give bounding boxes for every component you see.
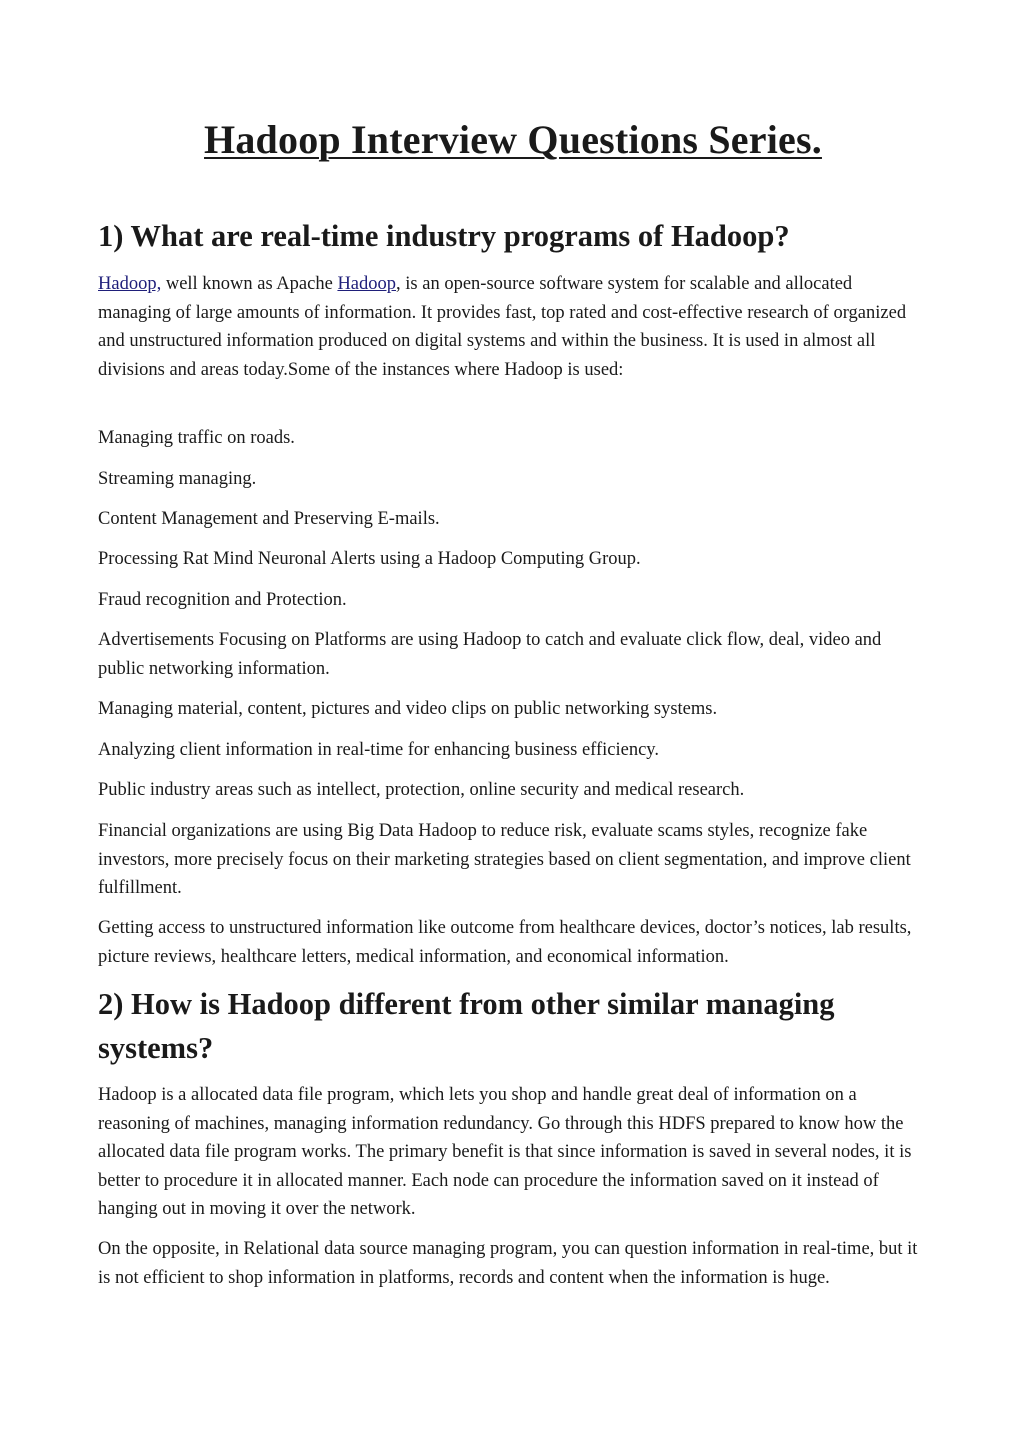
- question-1-heading: 1) What are real-time industry programs of Hadoop?: [98, 219, 790, 253]
- page-title: Hadoop Interview Questions Series.: [204, 117, 822, 162]
- list-item: Financial organizations are using Big Data Hadoop to reduce risk, evaluate scams styles, recognize fake investors, more precisely focus on their marketing strategies based on client segmentation, and improve client fulfillment.: [98, 821, 911, 898]
- list-item: Managing material, content, pictures and video clips on public networking systems.: [98, 699, 718, 719]
- intro-text-1: well known as Apache: [161, 274, 338, 294]
- list-item: Getting access to unstructured information like outcome from healthcare devices, doctor’s notices, lab results, picture reviews, healthcare letters, medical information, and economical information.: [98, 918, 912, 967]
- list-item: Analyzing client information in real-time for enhancing business efficiency.: [98, 740, 659, 760]
- list-item: Advertisements Focusing on Platforms are using Hadoop to catch and evaluate click flow, deal, video and public networking information.: [98, 630, 882, 679]
- hadoop-link-2[interactable]: Hadoop: [337, 274, 397, 294]
- question-2-paragraph: Hadoop is a allocated data file program, which lets you shop and handle great deal of information on a reasoning of machines, managing information redundancy. Go through this HDFS prepared to know how the allocated data file program works. The primary benefit is that since information is saved in several nodes, it is better to procedure it in allocated manner. Each node can procedure the information saved on it instead of hanging out in moving it over the network.: [98, 1085, 912, 1219]
- list-item: Public industry areas such as intellect, protection, online security and medical research.: [98, 780, 745, 800]
- question-2-paragraph: On the opposite, in Relational data source managing program, you can question information in real-time, but it is not efficient to shop information in platforms, records and content when the information is huge.: [98, 1239, 918, 1288]
- question-1-intro: [98, 270, 928, 384]
- list-item: Streaming managing.: [98, 469, 257, 489]
- question-2-heading: 2) How is Hadoop different from other similar managing systems?: [98, 987, 835, 1065]
- list-item: Managing traffic on roads.: [98, 428, 295, 448]
- list-item: Content Management and Preserving E-mails.: [98, 509, 440, 529]
- intro-text-2: , is an open-source software system for scalable and allocated managing of large amounts of information. It provides fast, top rated and cost-effective research of organized and unstructured information produced on digital systems and within the business. It is used in almost all divisions and areas today.Some of the instances where Hadoop is used:: [98, 274, 907, 380]
- list-item: Processing Rat Mind Neuronal Alerts using a Hadoop Computing Group.: [98, 549, 641, 569]
- hadoop-link-1[interactable]: Hadoop,: [98, 274, 162, 294]
- list-item: Fraud recognition and Protection.: [98, 590, 347, 610]
